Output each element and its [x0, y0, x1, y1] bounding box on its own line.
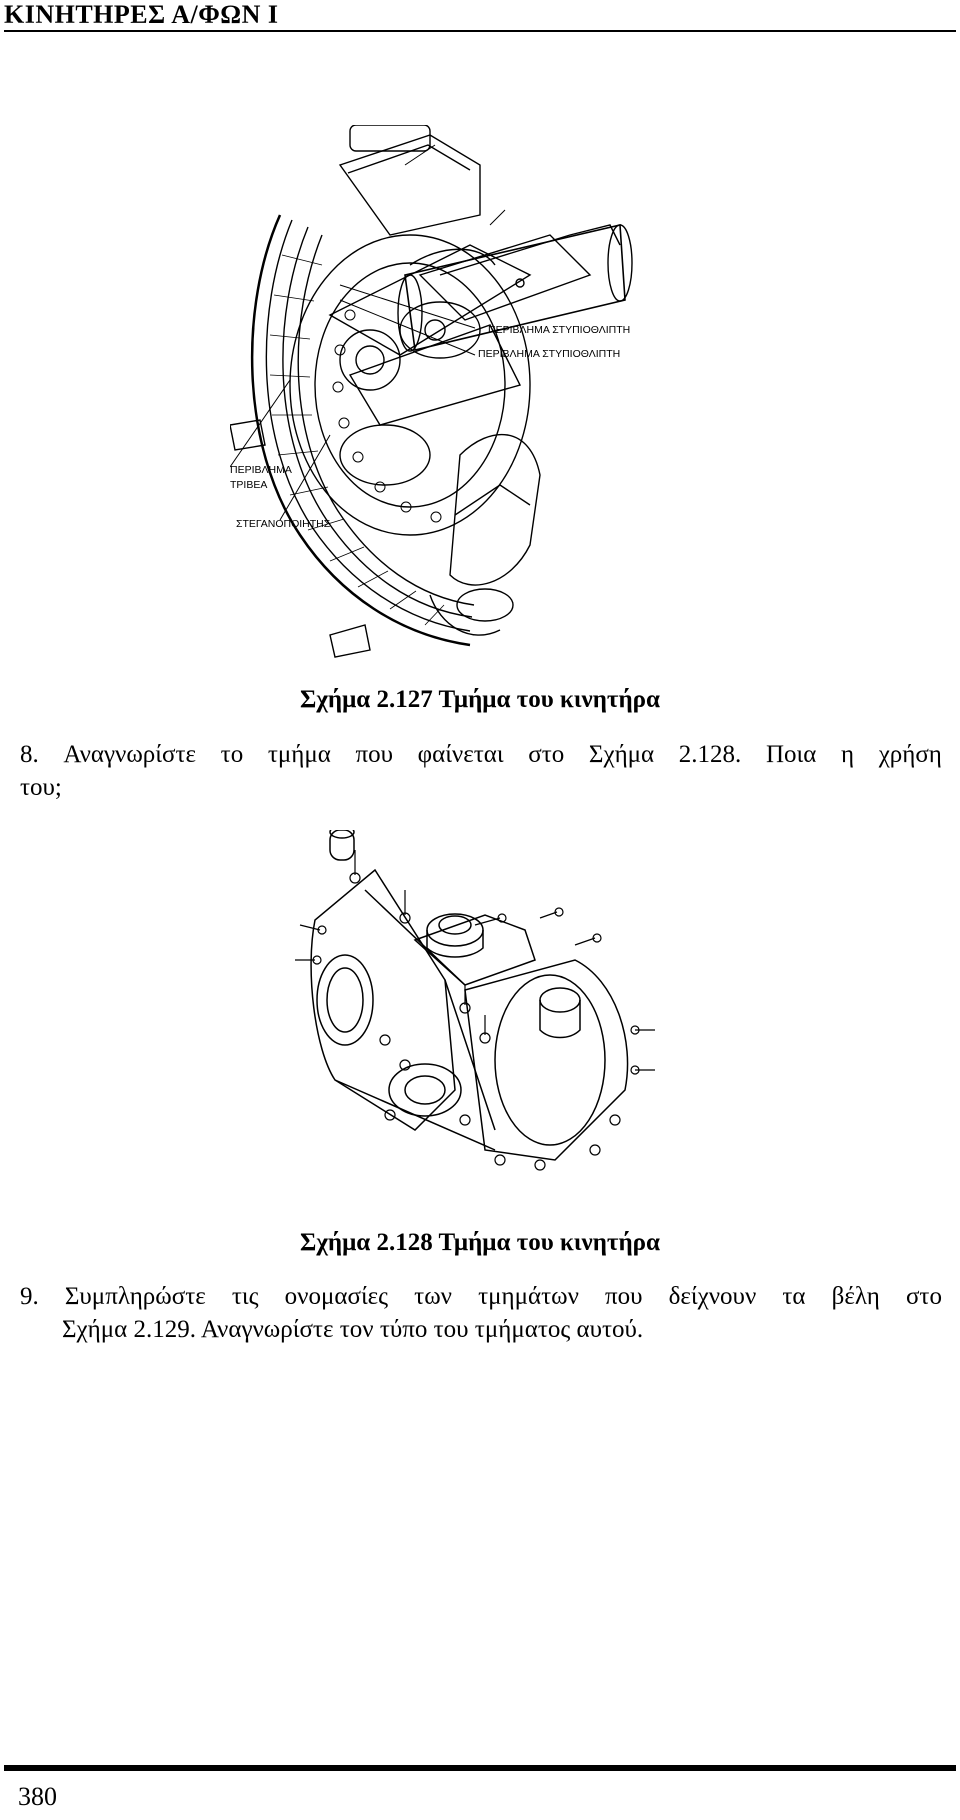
word: χρήση — [878, 741, 942, 768]
question-9-line1 — [20, 1280, 942, 1313]
label-rubber-housing-line2: ΤΡΙΒΕΑ — [230, 479, 268, 491]
word: στο — [905, 1283, 942, 1310]
word: 2.128. — [678, 741, 742, 768]
page-number: 380 — [18, 1782, 57, 1811]
label-sealer: ΣΤΕΓΑΝΟΠΟΙΗΤΗΣ — [236, 518, 331, 530]
question-8-line2 — [20, 771, 942, 804]
word: που — [355, 741, 394, 768]
figure-127-engine-cutaway — [230, 125, 750, 665]
footer-rule — [4, 1765, 956, 1771]
figure-127-caption: Σχήμα 2.127 Τμήμα του κινητήρα — [300, 686, 660, 713]
page-header — [4, 0, 956, 32]
word: δείχνουν — [668, 1283, 757, 1310]
word: του; — [20, 774, 62, 801]
word: Συμπληρώστε — [64, 1283, 206, 1310]
word: τμημάτων — [478, 1283, 579, 1310]
figure-128-engine-component — [295, 830, 675, 1210]
word: τα — [782, 1283, 806, 1310]
question-9 — [20, 1280, 942, 1346]
question-8 — [20, 738, 942, 804]
word: τις — [231, 1283, 259, 1310]
word: 8. — [20, 741, 39, 768]
word: 9. — [20, 1283, 39, 1310]
word: Σχήμα — [588, 741, 655, 768]
word: τμήμα — [267, 741, 331, 768]
word: που — [605, 1283, 643, 1310]
word: το — [220, 741, 244, 768]
word: των — [414, 1283, 452, 1310]
label-bearing-housing-1: ΠΕΡΙΒΛΗΜΑ ΣΤΥΠΙΟΘΛΙΠΤΗ — [488, 324, 631, 336]
label-bearing-housing-2: ΠΕΡΙΒΛΗΜΑ ΣΤΥΠΙΟΘΛΙΠΤΗ — [478, 348, 621, 360]
figure-128-caption: Σχήμα 2.128 Τμήμα του κινητήρα — [300, 1229, 660, 1256]
header-title: ΚΙΝΗΤΗΡΕΣ Α/ΦΩΝ Ι — [4, 0, 279, 29]
label-rubber-housing-line1: ΠΕΡΙΒΛΗΜΑ — [230, 464, 292, 476]
word: βέλη — [831, 1283, 880, 1310]
question-8-line1 — [20, 738, 942, 771]
cutaway-drawing — [230, 125, 632, 657]
word: στο — [528, 741, 565, 768]
word: φαίνεται — [417, 741, 504, 768]
word: Σχήμα 2.129. Αναγνωρίστε τον τύπο του τμήματος αυτού. — [62, 1316, 644, 1343]
word: Αναγνωρίστε — [63, 741, 197, 768]
word: η — [840, 741, 855, 768]
question-9-line2 — [20, 1313, 942, 1346]
word: ονομασίες — [284, 1283, 389, 1310]
word: Ποια — [765, 741, 817, 768]
